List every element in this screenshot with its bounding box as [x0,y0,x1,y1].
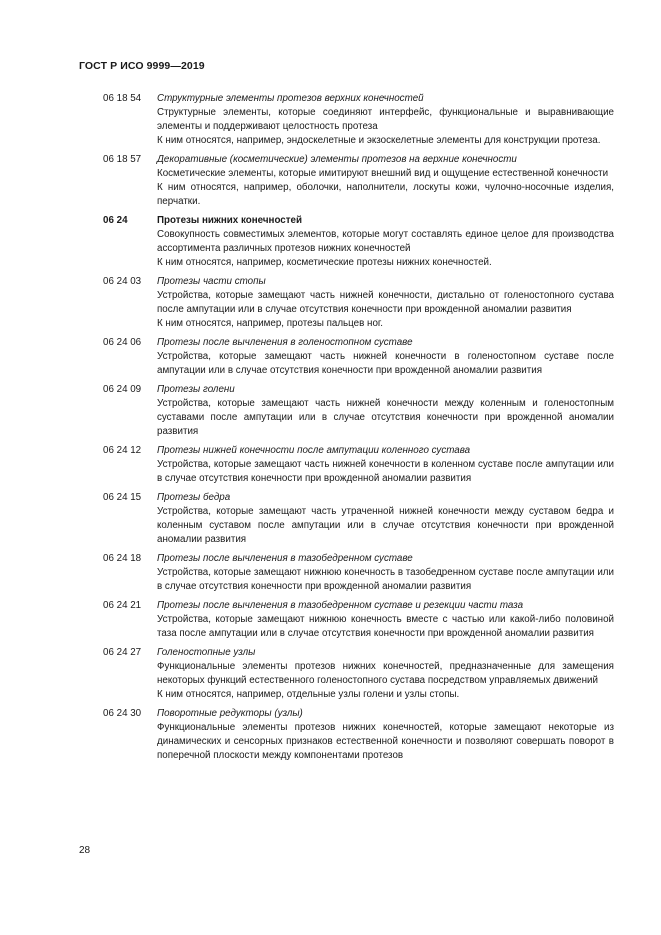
entry-description: Устройства, которые замещают часть нижней конечности в коленном суставе после ампутации или в случае отсутствия конечности при врожденной аномалии развития [157,459,614,484]
entry-title: Протезы голени [157,384,235,395]
classification-entry [79,153,614,209]
entry-description: Устройства, которые замещают нижнюю конечность вместе с частью или какой-либо половиной таза после ампутации или в случае отсутствия конечности при врожденной аномалии развития [157,614,614,639]
entry-description: Устройства, которые замещают нижнюю конечность в тазобедренном суставе после ампутации или в случае отсутствия конечности при врожденной аномалии развития [157,567,614,592]
entry-title: Протезы после вычленения в голеностопном суставе [157,337,413,348]
entry-description: Структурные элементы, которые соединяют интерфейс, функциональные и выравнивающие элементы и поддерживают целостность протеза [157,107,614,132]
entry-code: 06 24 12 [103,445,142,456]
classification-entry [79,383,614,439]
entry-code: 06 18 57 [103,154,142,165]
classification-entry [79,275,614,331]
classification-entry [79,552,614,594]
entry-body [157,275,614,331]
classification-entry [79,646,614,702]
entry-note: К ним относятся, например, оболочки, наполнители, лоскуты кожи, чулочно-носочные изделия, перчатки. [157,182,614,207]
entry-title: Протезы нижней конечности после ампутации коленного сустава [157,445,471,456]
classification-entry [79,707,614,763]
classification-entry [79,491,614,547]
entry-description: Устройства, которые замещают часть нижней конечности, дистально от голеностопного сустава после ампутации или в случае отсутствия конечности при врожденной аномалии развития [157,290,614,315]
entry-body [157,214,614,270]
entry-title: Протезы после вычленения в тазобедренном суставе [157,553,413,564]
entry-body [157,491,614,547]
entry-title: Структурные элементы протезов верхних конечностей [157,93,424,104]
entry-code: 06 24 06 [103,337,142,348]
document-header: ГОСТ Р ИСО 9999—2019 [79,60,205,72]
entry-title: Поворотные редукторы (узлы) [157,708,303,719]
entry-title: Протезы части стопы [157,276,266,287]
entry-code: 06 24 03 [103,276,142,287]
classification-entry [79,92,614,148]
entry-code: 06 24 09 [103,384,142,395]
classification-entry [79,599,614,641]
entry-code: 06 24 30 [103,708,142,719]
entry-body [157,646,614,702]
entry-body [157,92,614,148]
entry-body [157,599,614,641]
entry-note: К ним относятся, например, косметические протезы нижних конечностей. [157,257,492,268]
entry-body [157,444,614,486]
entry-code: 06 24 27 [103,647,142,658]
entry-title: Протезы после вычленения в тазобедренном суставе и резекции части таза [157,600,524,611]
entry-description: Устройства, которые замещают часть нижней конечности между коленным и голеностопным суставами после ампутации или в случае отсутствия конечности при врожденной аномалии развития [157,398,614,437]
entry-body [157,552,614,594]
classification-entry [79,214,614,270]
entry-note: К ним относятся, например, отдельные узлы голени и узлы стопы. [157,689,460,700]
entry-code: 06 24 15 [103,492,142,503]
entry-note: К ним относятся, например, протезы пальцев ног. [157,318,383,329]
entry-description: Совокупность совместимых элементов, которые могут составлять единое целое для производства ассортимента различных протезов нижних конечностей [157,229,614,254]
entry-body [157,707,614,763]
entry-code: 06 24 18 [103,553,142,564]
entry-description: Функциональные элементы протезов нижних конечностей, предназначенные для замещения некоторых функций естественного голеностопного сустава посредством управляемых движений [157,661,614,686]
entry-description: Функциональные элементы протезов нижних конечностей, которые замещают некоторые из динамических и сенсорных признаков естественной конечности и позволяют совершать поворот в поперечной плоскости между компонентами протезов [157,722,614,761]
entry-title: Протезы бедра [157,492,231,503]
entry-code: 06 18 54 [103,93,142,104]
page-number: 28 [79,845,91,856]
entry-body [157,336,614,378]
entry-note: К ним относятся, например, эндоскелетные и экзоскелетные элементы для конструкции протеза. [157,135,601,146]
entry-code: 06 24 [103,215,128,226]
entry-title: Голеностопные узлы [157,647,256,658]
entry-title: Протезы нижних конечностей [157,215,303,226]
entry-title: Декоративные (косметические) элементы протезов на верхние конечности [157,154,517,165]
entry-body [157,383,614,439]
entry-description: Устройства, которые замещают часть утраченной нижней конечности между суставом бедра и коленным суставом после ампутации или в случае отсутствия конечности при врожденной аномалии развития [157,506,614,545]
entry-body [157,153,614,209]
classification-entry [79,444,614,486]
classification-entry [79,336,614,378]
entry-code: 06 24 21 [103,600,142,611]
entry-description: Устройства, которые замещают часть нижней конечности в голеностопном суставе после ампутации или в случае отсутствия конечности при врожденной аномалии развития [157,351,614,376]
classification-list [79,92,614,768]
entry-description: Косметические элементы, которые имитируют внешний вид и ощущение естественной конечности [157,168,609,179]
